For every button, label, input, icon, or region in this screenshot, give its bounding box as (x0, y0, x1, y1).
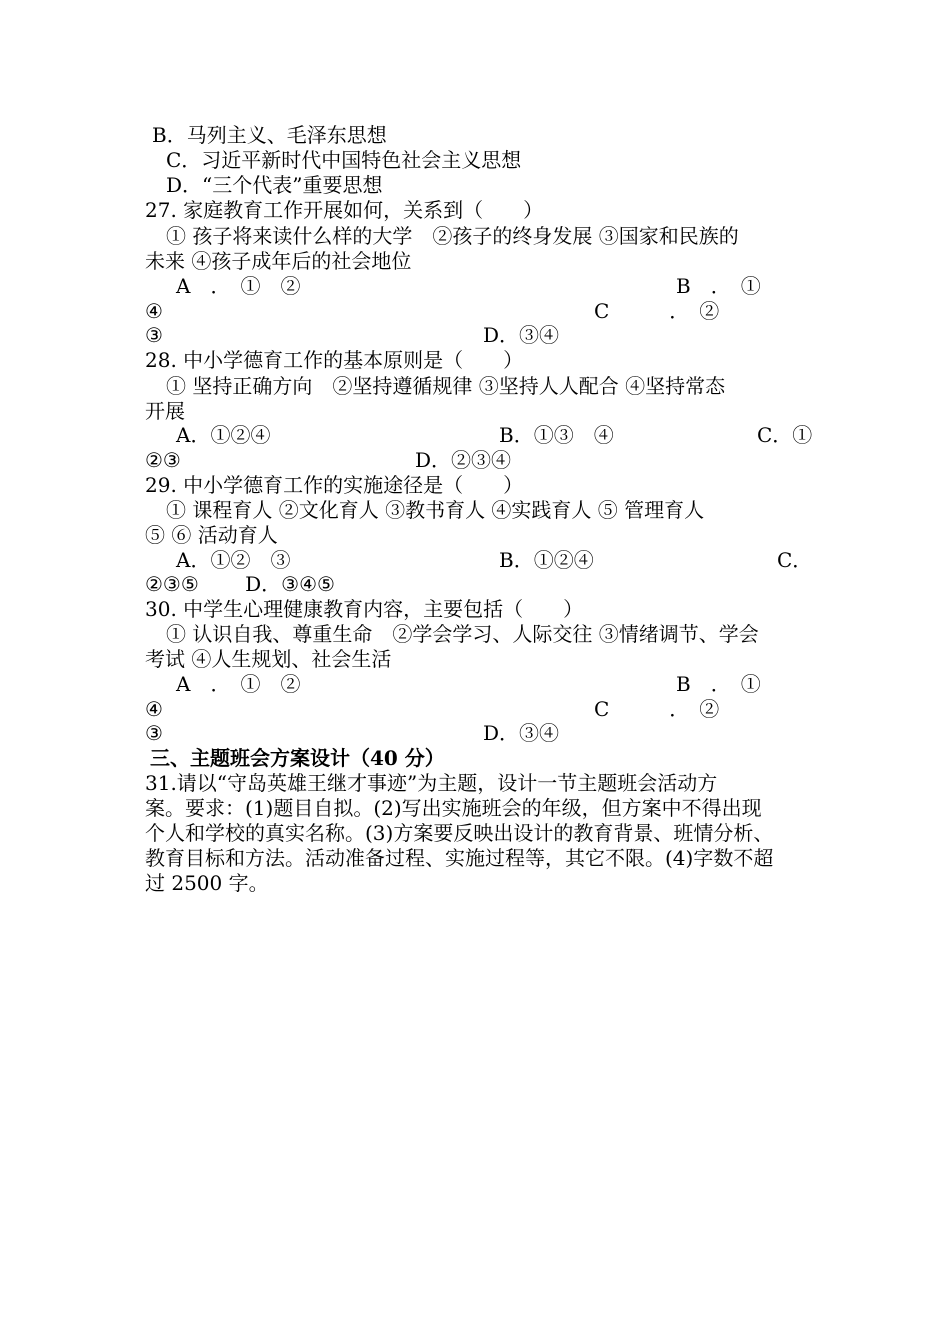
q31-line5: 过 2500 字。 (145, 871, 269, 895)
q28-option-d: D．②③④ (415, 448, 512, 472)
q30-options-line3-right: D．③④ (483, 721, 560, 745)
q26-option-b: B．马列主义、毛泽东思想 (152, 123, 387, 147)
q30-options-line3-left: ③ (145, 721, 163, 745)
q28-stem: 28. 中小学德育工作的基本原则是（ ） (145, 348, 524, 372)
q28-options-line2-left: ②③ (145, 448, 181, 472)
q26-option-d: D．“三个代表”重要思想 (166, 173, 383, 197)
q27-options-line2-right: C ． ② (594, 299, 720, 323)
q30-stem: 30. 中学生心理健康教育内容，主要包括（ ） (145, 597, 584, 621)
q29-items-line1: ① 课程育人 ②文化育人 ③教书育人 ④实践育人 ⑤ 管理育人 (166, 498, 705, 522)
q30-items-line2: 考试 ④人生规划、社会生活 (145, 647, 392, 671)
q28-option-c: C．① (757, 423, 813, 447)
q28-option-a: A．①②④ (176, 423, 271, 447)
q29-option-c: C． (777, 548, 813, 572)
q30-options-line2-right: C ． ② (594, 697, 720, 721)
q28-option-b: B．①③ ④ (499, 423, 614, 447)
q30-options-line1-left: A ． ① ② (176, 672, 301, 696)
q31-line3: 个人和学校的真实名称。(3)方案要反映出设计的教育背景、班情分析、 (145, 821, 774, 845)
q27-options-line3-right: D．③④ (483, 323, 560, 347)
q28-items-line2: 开展 (145, 399, 185, 423)
q29-items-line2: ⑤ ⑥ 活动育人 (145, 523, 278, 547)
section3-heading: 三、主题班会方案设计（40 分） (150, 746, 445, 770)
q31-line4: 教育目标和方法。活动准备过程、实施过程等，其它不限。(4)字数不超 (145, 846, 774, 870)
q27-stem: 27. 家庭教育工作开展如何，关系到（ ） (145, 198, 544, 222)
q30-options-line1-right: B ． ① (676, 672, 761, 696)
q31-line1: 31.请以“守岛英雄王继才事迹”为主题，设计一节主题班会活动方 (145, 771, 718, 795)
q27-options-line3-left: ③ (145, 323, 163, 347)
q29-options-line2: ②③⑤ D．③④⑤ (145, 572, 335, 596)
q30-items-line1: ① 认识自我、尊重生命 ②学会学习、人际交往 ③情绪调节、学会 (166, 622, 759, 646)
q29-option-b: B．①②④ (499, 548, 594, 572)
q28-items-line1: ① 坚持正确方向 ②坚持遵循规律 ③坚持人人配合 ④坚持常态 (166, 374, 726, 398)
q27-options-line2-left: ④ (145, 299, 163, 323)
q30-options-line2-left: ④ (145, 697, 163, 721)
q27-options-line1-left: A ． ① ② (176, 274, 301, 298)
q29-stem: 29. 中小学德育工作的实施途径是（ ） (145, 473, 524, 497)
q26-option-c: C．习近平新时代中国特色社会主义思想 (166, 148, 522, 172)
q29-option-a: A．①② ③ (176, 548, 291, 572)
q27-options-line1-right: B ． ① (676, 274, 761, 298)
q27-items-line1: ① 孩子将来读什么样的大学 ②孩子的终身发展 ③国家和民族的 (166, 224, 739, 248)
q27-items-line2: 未来 ④孩子成年后的社会地位 (145, 249, 412, 273)
q31-line2: 案。要求：(1)题目自拟。(2)写出实施班会的年级，但方案中不得出现 (145, 796, 762, 820)
